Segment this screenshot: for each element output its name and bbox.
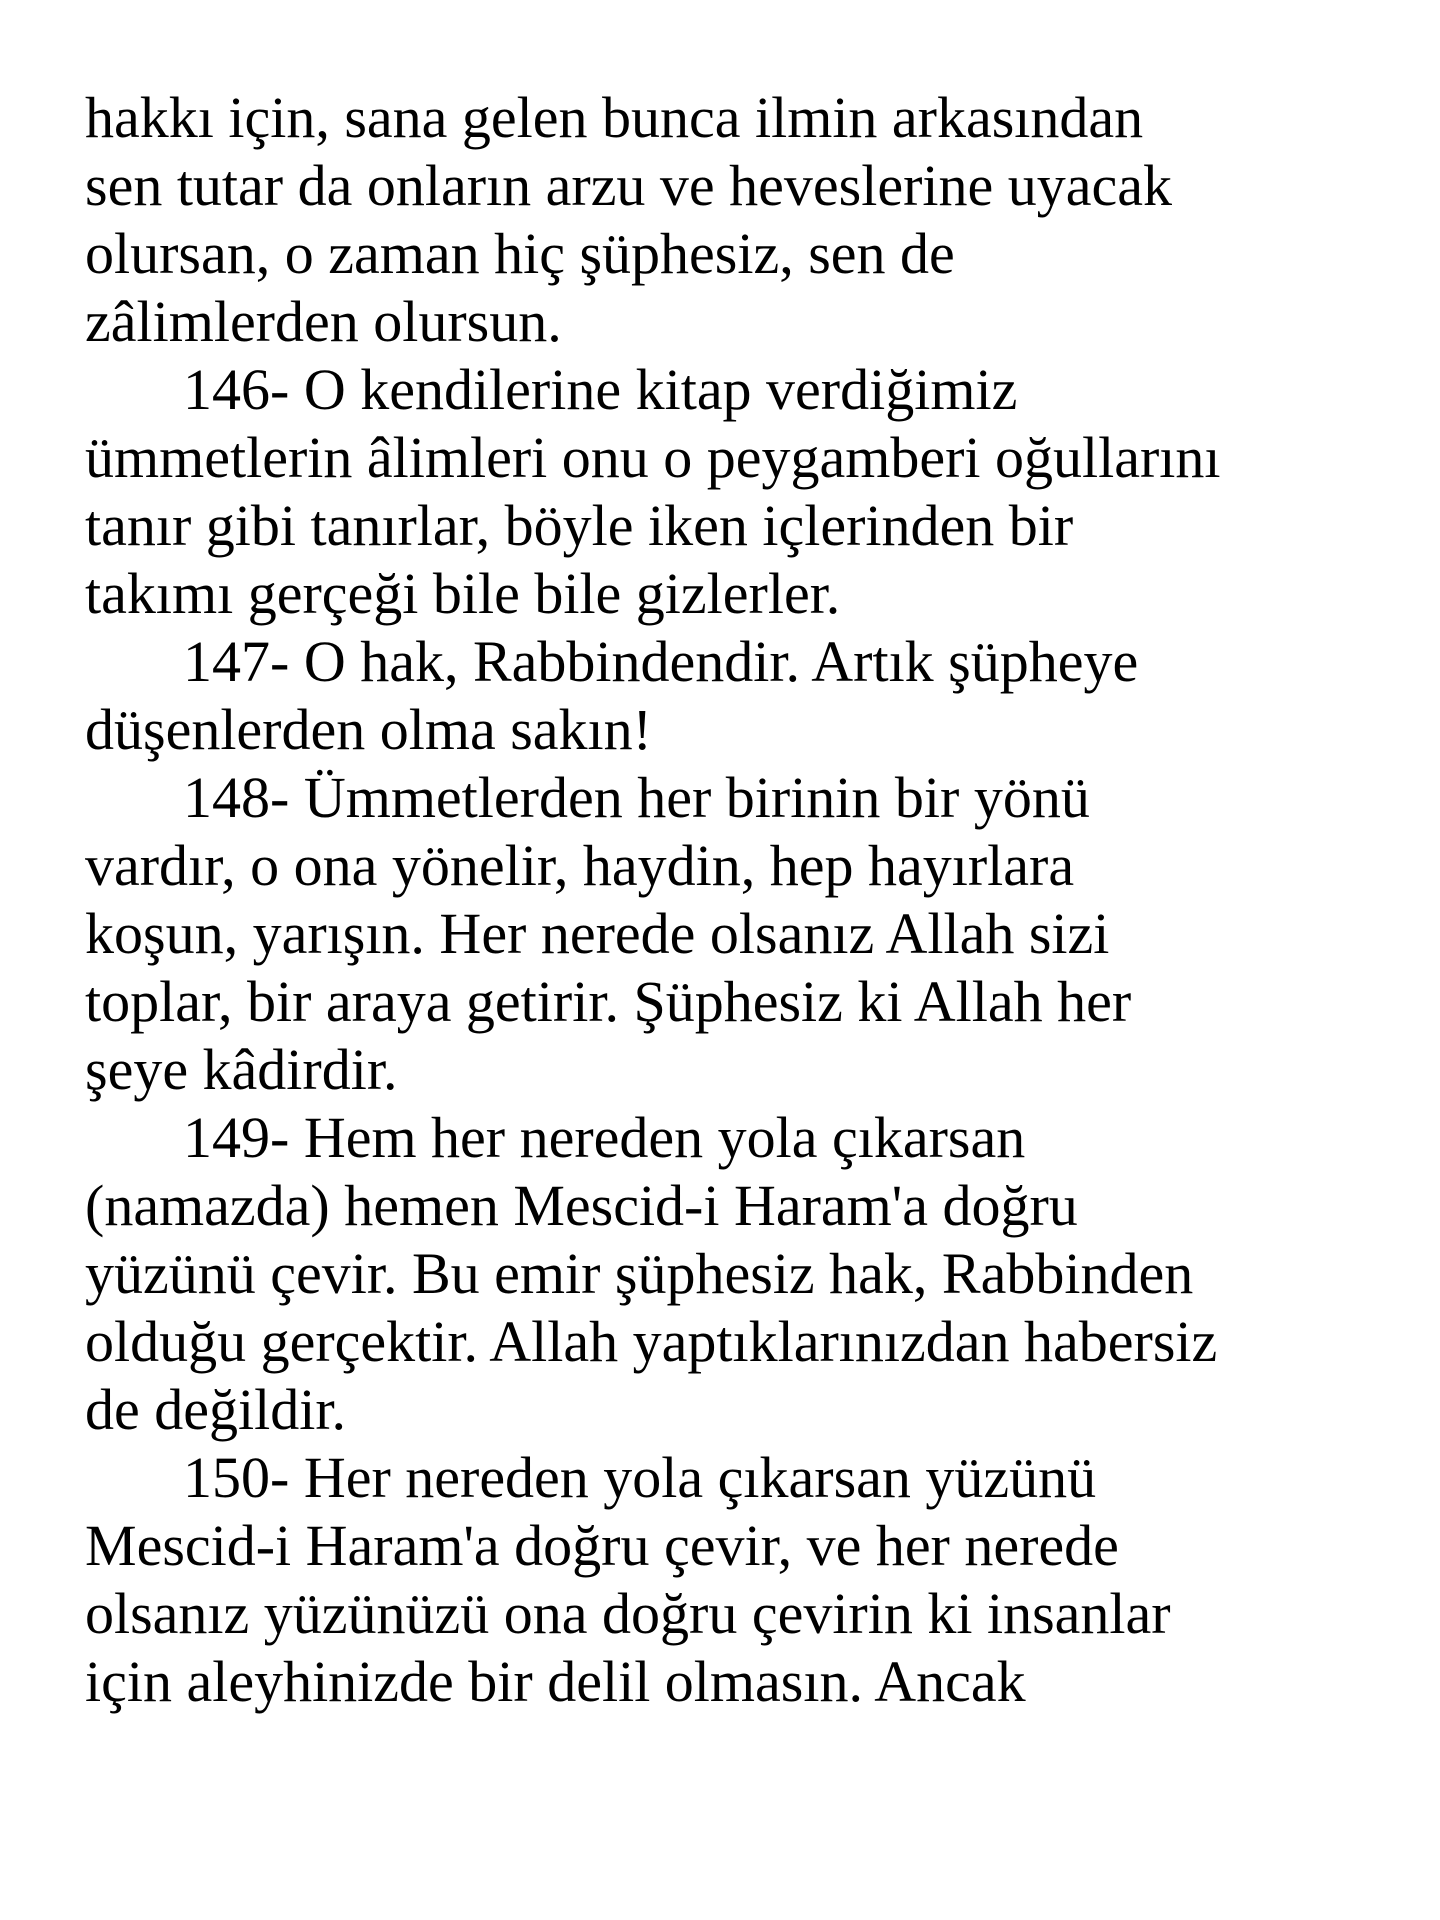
text-line-23: olsanız yüzünüzü ona doğru çevirin ki insanlar: [85, 1581, 1171, 1646]
text-line-18: yüzünü çevir. Bu emir şüphesiz hak, Rabbinden: [85, 1241, 1194, 1306]
text-line-15: şeye kâdirdir.: [85, 1037, 398, 1102]
text-line-14: toplar, bir araya getirir. Şüphesiz ki Allah her: [85, 969, 1132, 1034]
text-line-8: takımı gerçeği bile bile gizlerler.: [85, 561, 841, 626]
text-line-10: düşenlerden olma sakın!: [85, 697, 652, 762]
verse-149-start: 149- Hem her nereden yola çıkarsan: [183, 1105, 1026, 1170]
text-line-24: için aleyhinizde bir delil olmasın. Ancak: [85, 1649, 1026, 1714]
body-text: [85, 84, 1425, 1716]
text-line-2: sen tutar da onların arzu ve heveslerine uyacak: [85, 153, 1172, 218]
text-line-1: hakkı için, sana gelen bunca ilmin arkasından: [85, 85, 1144, 150]
verse-148-start: 148- Ümmetlerden her birinin bir yönü: [183, 765, 1090, 830]
verse-147-start: 147- O hak, Rabbindendir. Artık şüpheye: [183, 629, 1139, 694]
verse-150-start: 150- Her nereden yola çıkarsan yüzünü: [183, 1445, 1097, 1510]
text-line-20: de değildir.: [85, 1377, 346, 1442]
text-line-22: Mescid-i Haram'a doğru çevir, ve her nerede: [85, 1513, 1119, 1578]
text-line-3: olursan, o zaman hiç şüphesiz, sen de: [85, 221, 955, 286]
text-line-12: vardır, o ona yönelir, haydin, hep hayırlara: [85, 833, 1075, 898]
text-line-13: koşun, yarışın. Her nerede olsanız Allah sizi: [85, 901, 1110, 966]
text-line-17: (namazda) hemen Mescid-i Haram'a doğru: [85, 1173, 1078, 1238]
text-line-7: tanır gibi tanırlar, böyle iken içlerinden bir: [85, 493, 1074, 558]
verse-146-start: 146- O kendilerine kitap verdiğimiz: [183, 357, 1018, 422]
text-line-19: olduğu gerçektir. Allah yaptıklarınızdan habersiz: [85, 1309, 1218, 1374]
text-line-6: ümmetlerin âlimleri onu o peygamberi oğullarını: [85, 425, 1221, 490]
text-line-4: zâlimlerden olursun.: [85, 289, 562, 354]
